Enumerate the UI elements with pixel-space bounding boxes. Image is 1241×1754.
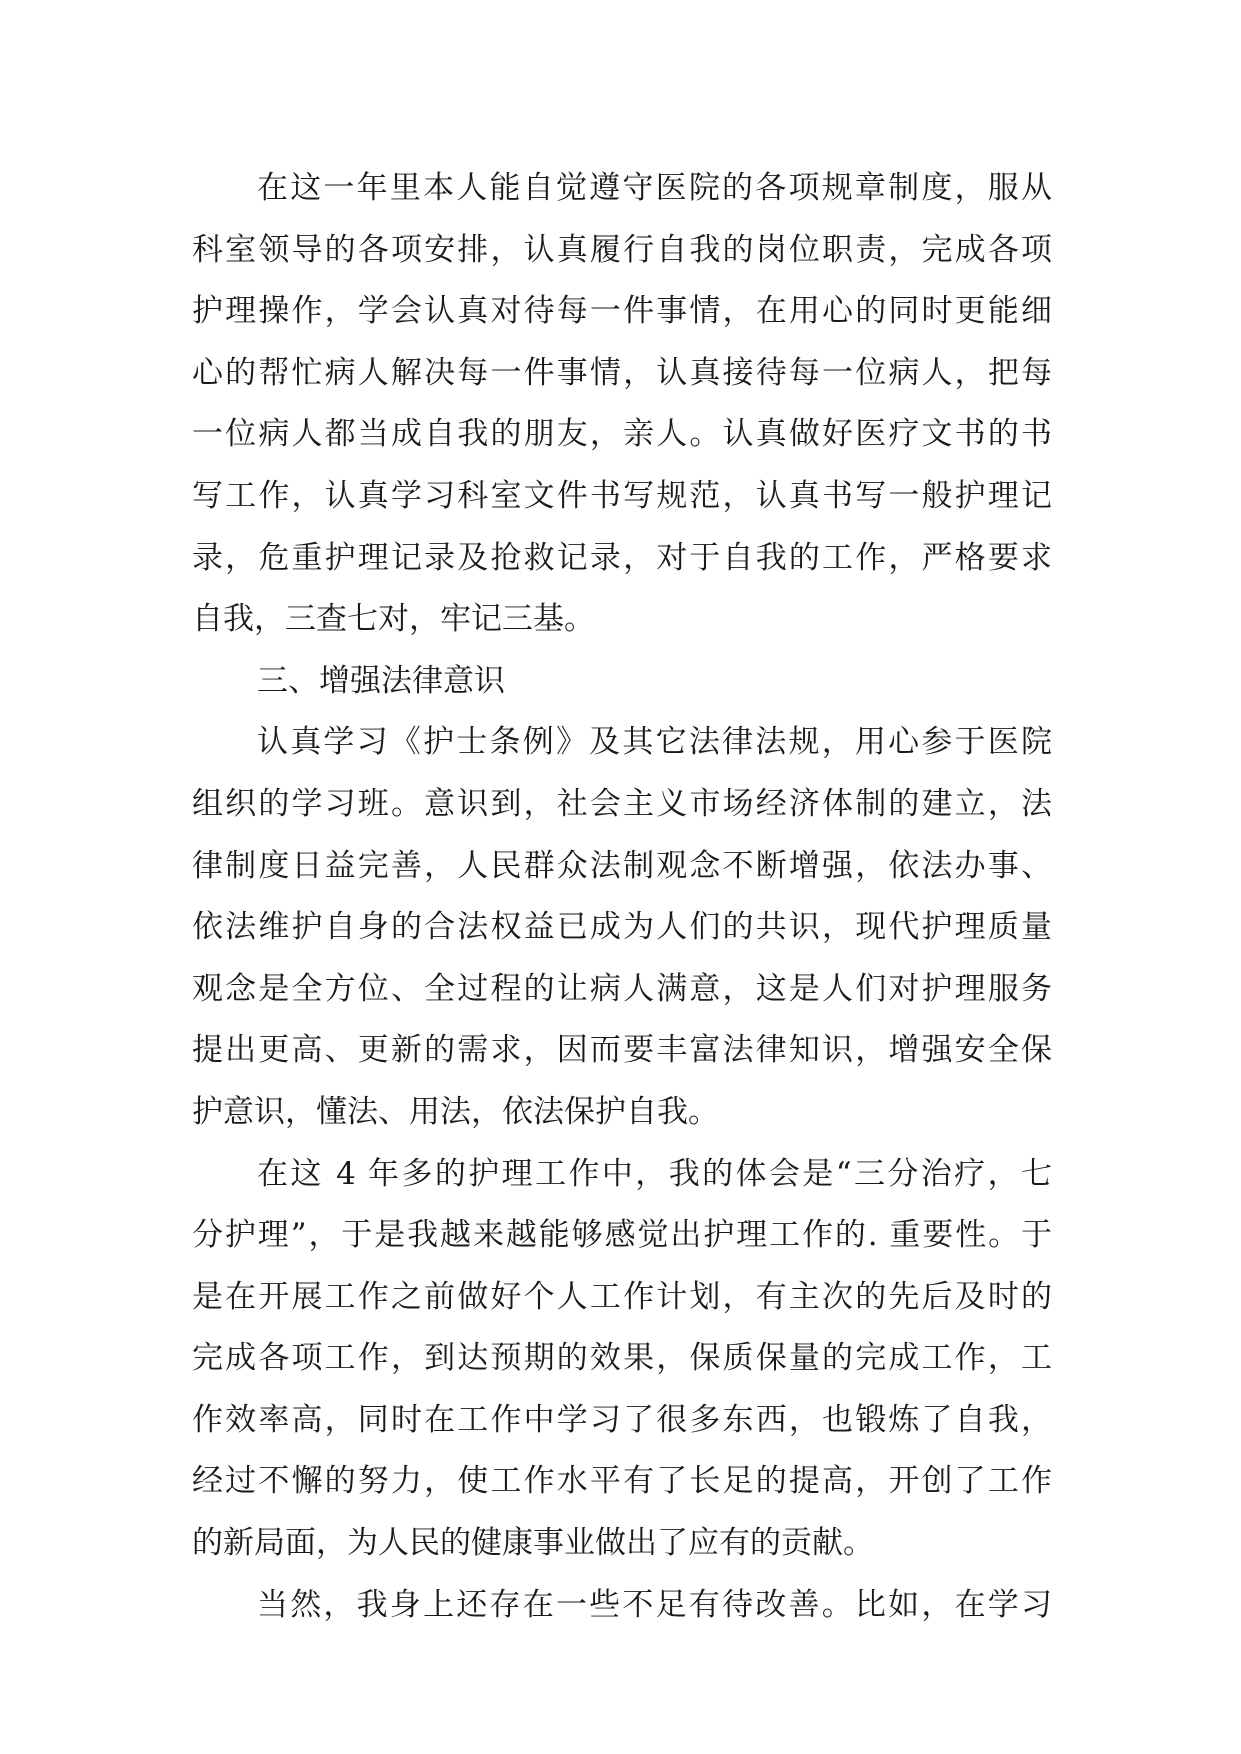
- text-line: 是在开展工作之前做好个人工作计划，有主次的先后及时的: [192, 1278, 1052, 1315]
- text-line: 经过不懈的努力，使工作水平有了长足的提高，开创了工作: [192, 1463, 1052, 1500]
- text-line: 一位病人都当成自我的朋友，亲人。认真做好医疗文书的书: [192, 416, 1052, 453]
- text-line: 科室领导的各项安排，认真履行自我的岗位职责，完成各项: [192, 231, 1052, 268]
- text-line: 组织的学习班。意识到，社会主义市场经济体制的建立，法: [192, 785, 1052, 822]
- text-line: 写工作，认真学习科室文件书写规范，认真书写一般护理记: [192, 477, 1052, 514]
- paragraph: [192, 1144, 1052, 1575]
- document-body: [192, 158, 1052, 1636]
- paragraph: [192, 1575, 1052, 1637]
- text-line: 作效率高，同时在工作中学习了很多东西，也锻炼了自我，: [192, 1401, 1052, 1438]
- text-line: 观念是全方位、全过程的让病人满意，这是人们对护理服务: [192, 970, 1052, 1007]
- text-line: 三、增强法律意识: [257, 662, 505, 699]
- text-line: 在这一年里本人能自觉遵守医院的各项规章制度，服从: [257, 170, 1052, 206]
- text-line: 分护理”，于是我越来越能够感觉出护理工作的. 重要性。于: [192, 1217, 1052, 1254]
- text-line: 在这 4 年多的护理工作中，我的体会是“三分治疗，七: [257, 1155, 1052, 1192]
- text-line: 完成各项工作，到达预期的效果，保质保量的完成工作，工: [192, 1340, 1052, 1377]
- text-line: 的新局面，为人民的健康事业做出了应有的贡献。: [192, 1525, 874, 1562]
- text-line: 提出更高、更新的需求，因而要丰富法律知识，增强安全保: [192, 1032, 1052, 1069]
- text-line: 护意识，懂法、用法，依法保护自我。: [192, 1093, 719, 1130]
- paragraph: [192, 712, 1052, 1143]
- text-line: 录，危重护理记录及抢救记录，对于自我的工作，严格要求: [192, 539, 1052, 576]
- paragraph: [192, 158, 1052, 651]
- text-line: 自我，三查七对，牢记三基。: [192, 601, 595, 638]
- text-line: 依法维护自身的合法权益已成为人们的共识，现代护理质量: [192, 909, 1052, 946]
- text-line: 当然，我身上还存在一些不足有待改善。比如，在学习: [257, 1586, 1052, 1623]
- text-line: 认真学习《护士条例》及其它法律法规，用心参于医院: [257, 724, 1052, 761]
- text-line: 护理操作，学会认真对待每一件事情，在用心的同时更能细: [192, 293, 1052, 330]
- section-heading: [192, 651, 1052, 713]
- text-line: 律制度日益完善，人民群众法制观念不断增强，依法办事、: [192, 847, 1052, 884]
- text-line: 心的帮忙病人解决每一件事情，认真接待每一位病人，把每: [192, 354, 1052, 391]
